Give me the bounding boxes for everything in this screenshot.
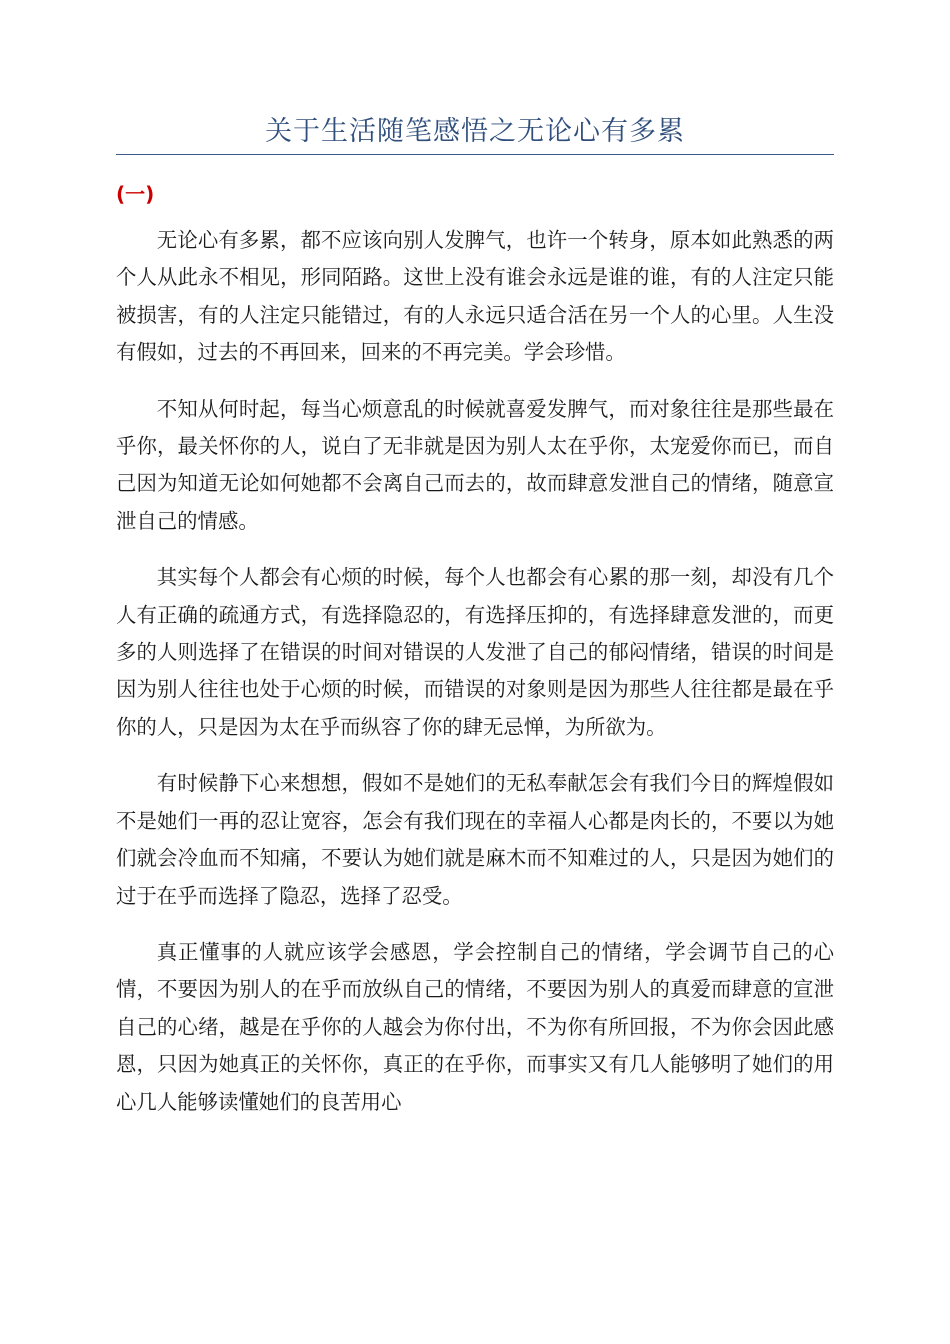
paragraph-5: 真正懂事的人就应该学会感恩，学会控制自己的情绪，学会调节自己的心情，不要因为别人的在乎而放纵自己的情绪，不要因为别人的真爱而肆意的宣泄自己的心绪，越是在乎你的人越会为你付出，不为你有所回报，不为你会因此感恩，只因为她真正的关怀你，真正的在乎你，而事实又有几人能够明了她们的用心几人能够读懂她们的良苦用心 xyxy=(116,939,834,1114)
section-heading: (一) xyxy=(116,182,155,206)
paragraph-1: 无论心有多累，都不应该向别人发脾气，也许一个转身，原本如此熟悉的两个人从此永不相见，形同陌路。这世上没有谁会永远是谁的谁，有的人注定只能被损害，有的人注定只能错过，有的人永远只适合活在另一个人的心里。人生没有假如，过去的不再回来，回来的不再完美。学会珍惜。 xyxy=(116,228,834,365)
title-underline xyxy=(116,154,834,155)
document-body xyxy=(116,222,834,1140)
paragraph-4: 有时候静下心来想想，假如不是她们的无私奉献怎会有我们今日的辉煌假如不是她们一再的忍让宽容，怎会有我们现在的幸福人心都是肉长的，不要以为她们就会冷血而不知痛，不要认为她们就是麻木而不知难过的人，只是因为她们的过于在乎而选择了隐忍，选择了忍受。 xyxy=(116,771,834,908)
paragraph-2: 不知从何时起，每当心烦意乱的时候就喜爱发脾气，而对象往往是那些最在乎你，最关怀你的人，说白了无非就是因为别人太在乎你，太宠爱你而已，而自己因为知道无论如何她都不会离自己而去的，故而肆意发泄自己的情绪，随意宣泄自己的情感。 xyxy=(116,396,834,533)
paragraph-3: 其实每个人都会有心烦的时候，每个人也都会有心累的那一刻，却没有几个人有正确的疏通方式，有选择隐忍的，有选择压抑的，有选择肆意发泄的，而更多的人则选择了在错误的时间对错误的人发泄了自己的郁闷情绪，错误的时间是因为别人往往也处于心烦的时候，而错误的对象则是因为那些人往往都是最在乎你的人，只是因为太在乎而纵容了你的肆无忌惮，为所欲为。 xyxy=(116,565,834,739)
document-title: 关于生活随笔感悟之无论心有多累 xyxy=(265,116,685,147)
